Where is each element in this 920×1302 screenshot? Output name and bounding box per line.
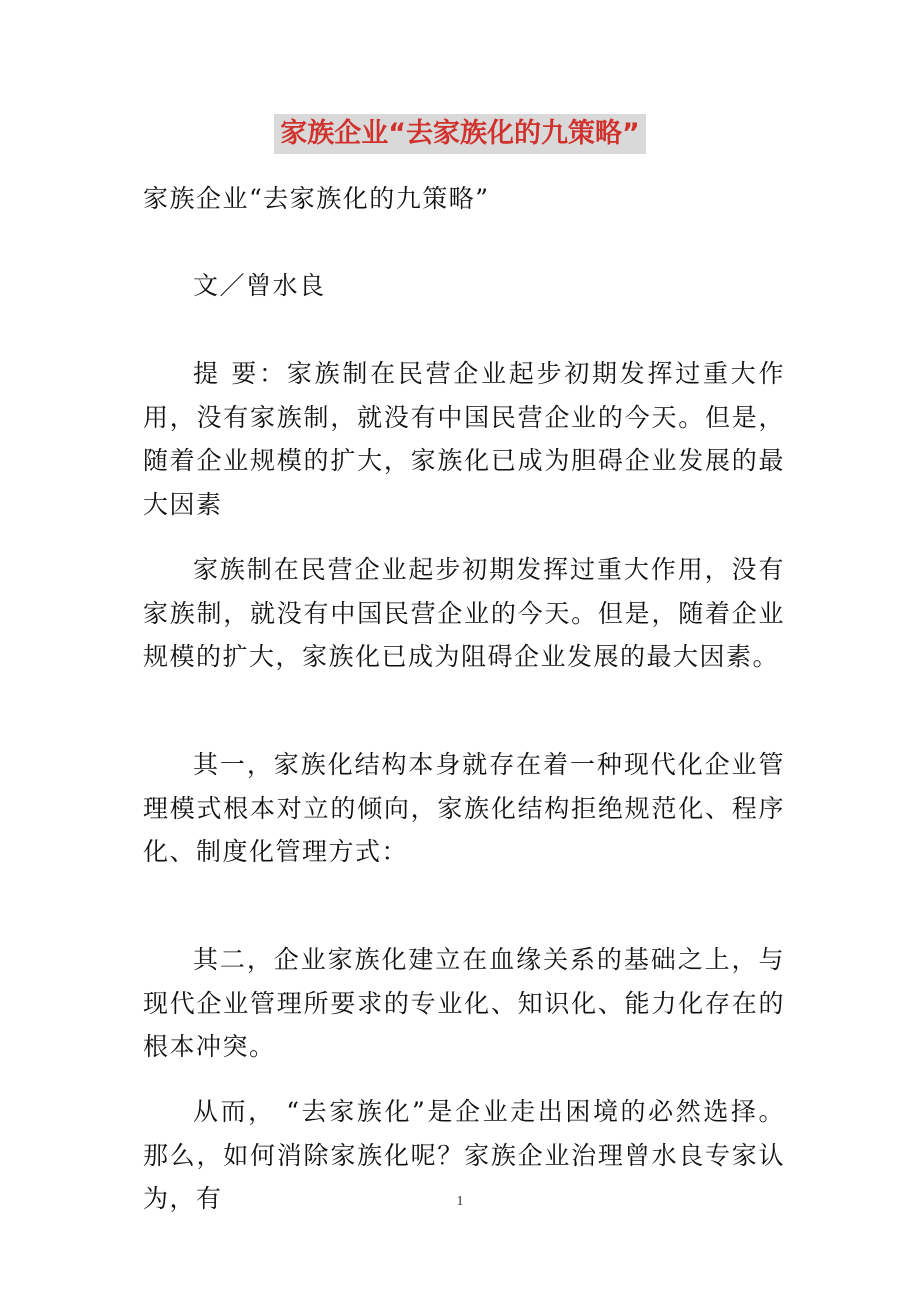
paragraph-block-2 — [143, 743, 785, 874]
paragraph-block-1 — [143, 548, 785, 679]
body-paragraph: 其一，家族化结构本身就存在着一种现代化企业管理模式根本对立的倾向，家族化结构拒绝规范化、程序化、制度化管理方式： — [143, 750, 785, 866]
subtitle-line: 家族企业“去家族化的九策略” — [143, 184, 490, 213]
author-line: 文／曾水良 — [193, 271, 326, 300]
abstract-block — [143, 352, 785, 526]
body-paragraph: 其二，企业家族化建立在血缘关系的基础之上，与现代企业管理所要求的专业化、知识化、能力化存在的根本冲突。 — [143, 945, 785, 1061]
body-paragraph: 从而， “去家族化”是企业走出困境的必然选择。那么，如何消除家族化呢？家族企业治理曾水良专家认为，有 — [143, 1097, 785, 1213]
document-body — [143, 177, 785, 221]
page-number: 1 — [456, 1194, 464, 1209]
document-title: 家族企业“去家族化的九策略” — [274, 114, 646, 154]
abstract-paragraph: 提 要：家族制在民营企业起步初期发挥过重大作用，没有家族制，就没有中国民营企业的今天。但是，随着企业规模的扩大，家族化已成为胆碍企业发展的最大因素 — [143, 359, 785, 519]
title-container — [0, 114, 920, 154]
body-paragraph: 家族制在民营企业起步初期发挥过重大作用，没有家族制，就没有中国民营企业的今天。但是，随着企业规模的扩大，家族化已成为阻碍企业发展的最大因素。 — [143, 555, 785, 671]
author-block — [143, 264, 785, 308]
paragraph-block-3 — [143, 938, 785, 1069]
